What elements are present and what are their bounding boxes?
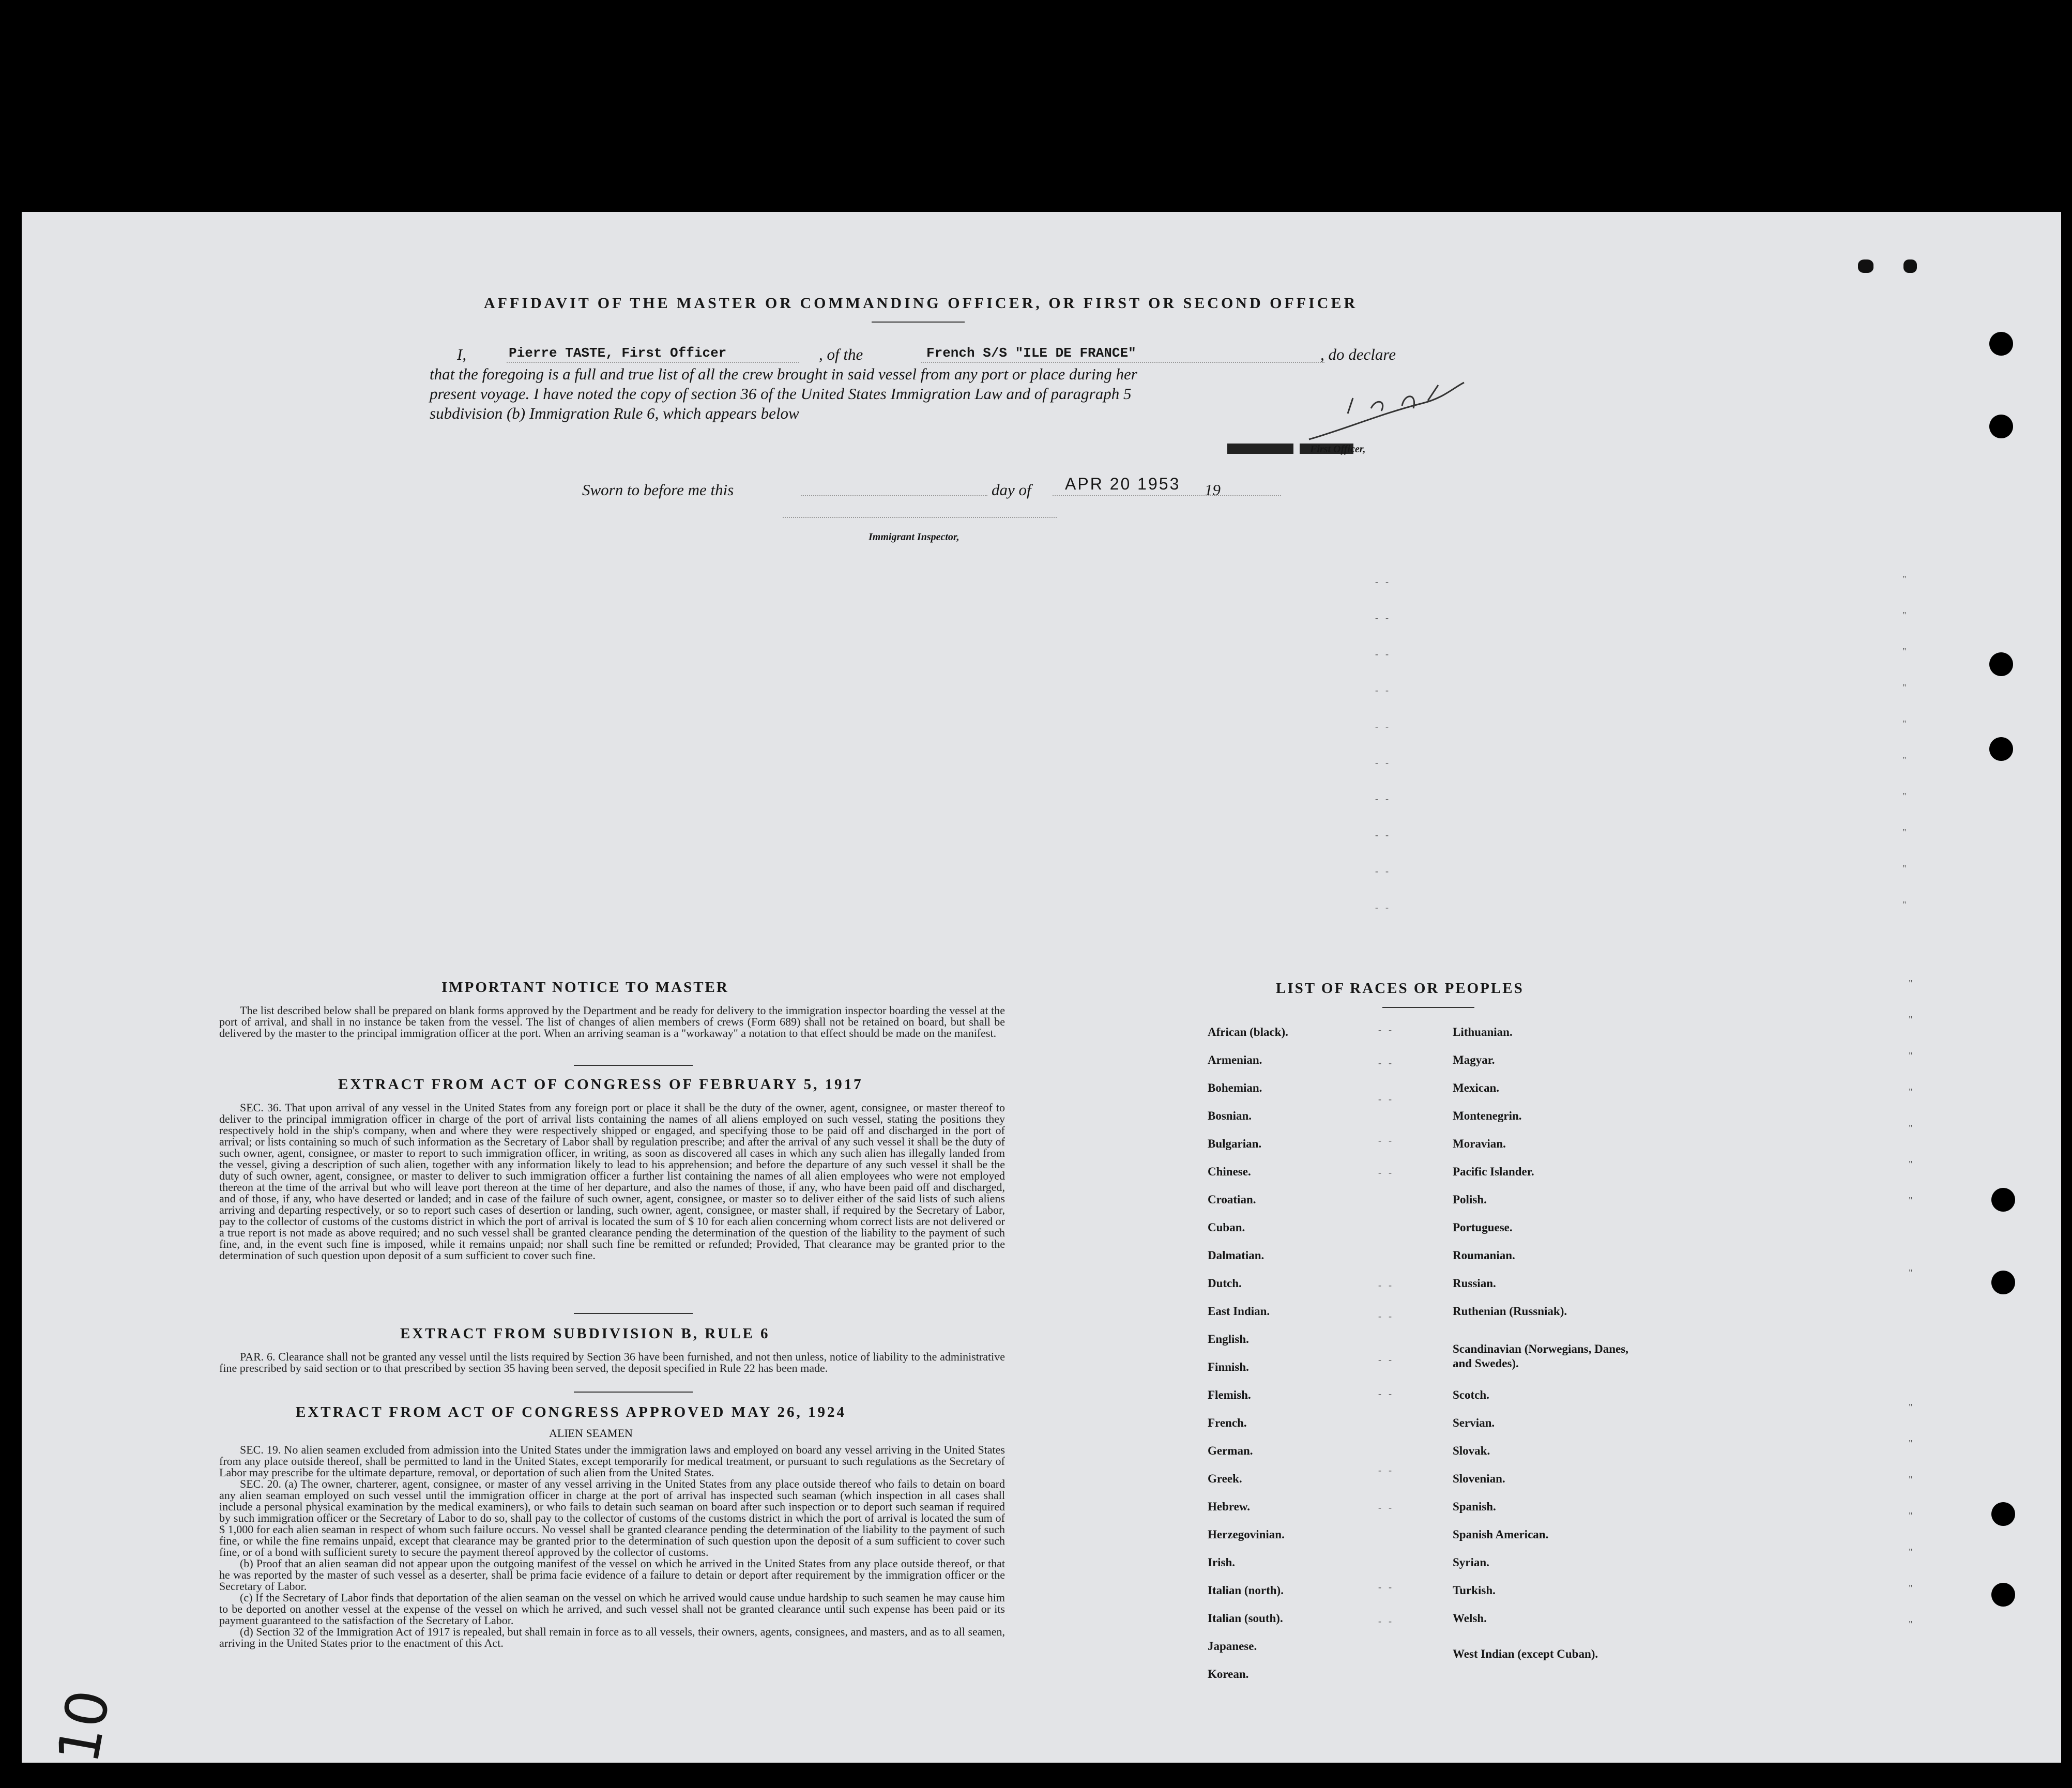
punch-hole [1989, 332, 2013, 356]
race-item: Greek. [1208, 1472, 1242, 1485]
day-of-label: day of [992, 481, 1031, 499]
affidavit-line-3: present voyage. I have noted the copy of section 36 of the United States Immigration Law and of paragraph 5 [430, 385, 1132, 403]
dash-mark: -- [1378, 1388, 1399, 1399]
tick-mark: " [1909, 1402, 1913, 1412]
race-item: Montenegrin. [1453, 1109, 1522, 1122]
race-item: Welsh. [1453, 1612, 1487, 1625]
punch-hole [1991, 1583, 2015, 1607]
race-item: Scandinavian (Norwegians, Danes, and Swedes). [1453, 1342, 1628, 1370]
tick-mark: " [1909, 1547, 1913, 1557]
name-line [507, 362, 799, 363]
extract-1917-body: SEC. 36. That upon arrival of any vessel in the United States from any foreign port or place it shall be the duty of the owner, agent, consignee, or master thereof to deliver to the principal immigration officer in charge of the port of arrival lists containing the names of all aliens employed on such vessel, stating the positions they respectively hold in the ship's company, when and where they were respectively shipped or engaged, and specifying those to be paid off and discharged in the port of arrival; or lists containing so much of such information as the Secretary of Labor shall by regulation prescribe; and after the arrival of any such vessel it shall be the duty of such owner, agent, consignee, or master to report to such immigration officer, in writing, as soon as discovered all cases in which any such alien has illegally landed from the vessel, giving a description of such alien, together with any information likely to lead to his apprehension; and before the departure of any such vessel it shall be the duty of such owner, agent, consignee, or master to deliver to such immigration officer a further list containing the names of all alien employees who were not employed thereon at the time of the arrival but who will leave port thereon at the time of her departure, and also the names of those, if any, who have been paid off and discharged, and of those, if any, who have deserted or landed; and in case of the failure of such owner, agent, consignee, or master so to deliver either of the said lists of such aliens arriving and departing respectively, or so to report such cases of desertion or landing, such owner, agent, consignee, or master shall, if required by the Secretary of Labor, pay to the collector of customs of the customs district in which the port of arrival is located the sum of $ 10 for each alien concerning whom correct lists are not delivered or a true report is not made as above required; and no such vessel shall be granted clearance pending the determination of the question of the liability to the payment of such fine, and, in the event such fine is imposed, while it remains unpaid; nor shall such fine be remitted or refunded; Provided, That clearance may be granted prior to the determination of such question upon deposit of a sum sufficient to cover such fine. [219, 1101, 1005, 1262]
tick-mark: " [1902, 791, 1907, 801]
document-sheet [22, 212, 2061, 1768]
inspector-label: Immigrant Inspector, [869, 531, 959, 543]
dash-mark: -- [1375, 649, 1396, 659]
race-item: Armenian. [1208, 1053, 1262, 1066]
section-rule [574, 1065, 693, 1066]
affidavit-title: AFFIDAVIT OF THE MASTER OR COMMANDING OFFICER, OR FIRST OR SECOND OFFICER [484, 295, 1358, 312]
tick-mark: " [1909, 1050, 1913, 1061]
race-item: Ruthenian (Russniak). [1453, 1305, 1567, 1318]
race-item: Chinese. [1208, 1165, 1251, 1178]
affidavit-do-declare: , do declare [1320, 345, 1396, 363]
section-rule [574, 1313, 693, 1314]
dash-mark: -- [1378, 1167, 1399, 1178]
race-item: West Indian (except Cuban). [1453, 1647, 1598, 1660]
race-item: Korean. [1208, 1668, 1249, 1680]
race-item: Flemish. [1208, 1388, 1251, 1401]
race-item: Pacific Islander. [1453, 1165, 1534, 1178]
affidavit-i: I, [457, 345, 467, 363]
race-item: Syrian. [1453, 1556, 1489, 1569]
master-name-field: Pierre TASTE, First Officer [509, 345, 727, 361]
dash-mark: -- [1375, 576, 1396, 587]
race-item: Servian. [1453, 1416, 1495, 1429]
dash-mark: -- [1378, 1465, 1399, 1475]
dash-mark: -- [1378, 1502, 1399, 1512]
tick-mark: " [1902, 646, 1907, 656]
margin-number: 10 [44, 1685, 123, 1768]
dash-mark: -- [1375, 866, 1396, 876]
races-rule [1382, 1007, 1474, 1008]
punch-hole [1991, 1271, 2015, 1294]
race-item: Russian. [1453, 1277, 1496, 1290]
punch-hole [1989, 415, 2013, 438]
tick-mark: " [1909, 1087, 1913, 1097]
tick-mark: " [1902, 827, 1907, 837]
sec-20b-paragraph: (b) Proof that an alien seaman did not appear upon the outgoing manifest of the vessel on which he arrived in the United States from any place outside thereof, or that he was reported by the master of such vessel as a deserter, shall be prima facie evidence of a failure to detain or deport after requirement by the immigration officer or the Secretary of Labor. [219, 1557, 1005, 1593]
signature-scribble [1299, 377, 1495, 445]
race-item: Bosnian. [1208, 1109, 1252, 1122]
extract-1924-body [219, 1444, 1005, 1649]
race-item: Spanish. [1453, 1500, 1496, 1513]
race-item: Turkish. [1453, 1584, 1496, 1597]
tick-mark: " [1909, 1438, 1913, 1448]
race-item: Bulgarian. [1208, 1137, 1262, 1150]
ink-blot [1858, 259, 1873, 273]
punch-hole [1989, 737, 2013, 761]
dash-mark: -- [1375, 757, 1396, 768]
extract-1924-subtitle: ALIEN SEAMEN [549, 1427, 633, 1440]
year-19: 19 [1205, 481, 1221, 499]
race-item: Spanish American. [1453, 1528, 1549, 1541]
race-item: Mexican. [1453, 1081, 1500, 1094]
dash-mark: -- [1375, 685, 1396, 695]
tick-mark: " [1909, 1159, 1913, 1169]
races-title: LIST OF RACES OR PEOPLES [1276, 980, 1524, 997]
race-item: German. [1208, 1444, 1253, 1457]
dash-mark: -- [1378, 1058, 1399, 1068]
race-item: French. [1208, 1416, 1247, 1429]
race-item: Dutch. [1208, 1277, 1242, 1290]
dash-mark: -- [1378, 1094, 1399, 1104]
race-item: Magyar. [1453, 1053, 1495, 1066]
race-item: Italian (north). [1208, 1584, 1284, 1597]
date-line [1053, 495, 1223, 496]
extract-1917-title: EXTRACT FROM ACT OF CONGRESS OF FEBRUARY 5, 1917 [338, 1076, 863, 1093]
sec-19-paragraph: SEC. 19. No alien seamen excluded from admission into the United States under the immigration laws and employed on board any vessel arriving in the United States from any place outside thereof, shall be permitted to land in the United States, except temporarily for medical treatment, or pursuant to such regulations as the Secretary of Labor may prescribe for the ultimate departure, removal, or deportation of such alien from the United States. [219, 1443, 1005, 1479]
race-item: Italian (south). [1208, 1612, 1283, 1625]
punch-hole [1991, 1188, 2015, 1212]
subdivision-title: EXTRACT FROM SUBDIVISION B, RULE 6 [400, 1325, 770, 1342]
dash-mark: -- [1375, 830, 1396, 840]
tick-mark: " [1909, 1267, 1913, 1278]
race-item: Polish. [1453, 1193, 1487, 1206]
notice-title: IMPORTANT NOTICE TO MASTER [441, 979, 729, 996]
ink-blot [1903, 259, 1917, 273]
dash-mark: -- [1375, 613, 1396, 623]
vessel-name-field: French S/S "ILE DE FRANCE" [926, 345, 1136, 361]
sworn-label: Sworn to before me this [582, 481, 734, 499]
dash-mark: -- [1375, 902, 1396, 912]
section-rule [574, 1392, 693, 1393]
affidavit-line-2: that the foregoing is a full and true list of all the crew brought in said vessel from any port or place during her [430, 365, 1137, 383]
punch-hole [1991, 1502, 2015, 1526]
tick-mark: " [1902, 610, 1907, 620]
dash-mark: -- [1378, 1311, 1399, 1321]
affidavit-line-4: subdivision (b) Immigration Rule 6, which appears below [430, 404, 799, 422]
struck-out-text [1227, 444, 1293, 454]
dash-mark: -- [1378, 1135, 1399, 1145]
year-line [1224, 495, 1281, 496]
race-item: Bohemian. [1208, 1081, 1262, 1094]
tick-mark: " [1902, 719, 1907, 729]
sec-20c-paragraph: (c) If the Secretary of Labor finds that deportation of the alien seaman on the vessel on which he arrived would cause undue hardship to such seamen he may cause him to be deported on another vessel at the expense of the vessel on which he arrived, and such vessel shall not be granted clearance until such expense has been paid or its payment guaranteed to the satisfaction of the Secretary of Labor. [219, 1591, 1005, 1627]
subdivision-body: PAR. 6. Clearance shall not be granted any vessel until the lists required by Section 36 have been furnished, and not then unless, notice of liability to the administrative fine prescribed by said section or to that prescribed by section 35 having been served, the deposit specified in Rule 22 has been made. [219, 1350, 1005, 1374]
race-item: African (black). [1208, 1026, 1288, 1038]
race-item: Irish. [1208, 1556, 1236, 1569]
affidavit-of-the: , of the [819, 345, 863, 363]
tick-mark: " [1902, 574, 1907, 584]
race-item: Slovenian. [1453, 1472, 1505, 1485]
race-item: Hebrew. [1208, 1500, 1250, 1513]
race-item: Roumanian. [1453, 1249, 1515, 1262]
race-item: Lithuanian. [1453, 1026, 1513, 1038]
tick-mark: " [1909, 1583, 1913, 1593]
dash-mark: -- [1378, 1025, 1399, 1035]
officer-suffix: First Officer, [1310, 444, 1366, 455]
sec-20d-paragraph: (d) Section 32 of the Immigration Act of 1917 is repealed, but shall remain in force as to all vessels, their owners, agents, consignees, and masters, and as to all seamen, arriving in the United States prior to the enactment of this Act. [219, 1625, 1005, 1649]
extract-1924-title: EXTRACT FROM ACT OF CONGRESS APPROVED MAY 26, 1924 [296, 1404, 846, 1420]
inspector-line [783, 517, 1057, 518]
dash-mark: -- [1378, 1582, 1399, 1592]
race-item: Japanese. [1208, 1640, 1257, 1653]
title-rule [872, 322, 965, 323]
race-item: Moravian. [1453, 1137, 1506, 1150]
race-item: Herzegovinian. [1208, 1528, 1285, 1541]
race-item: Portuguese. [1453, 1221, 1513, 1234]
dash-mark: -- [1378, 1616, 1399, 1626]
race-item: English. [1208, 1333, 1249, 1346]
date-stamp: APR 20 1953 [1065, 475, 1181, 493]
tick-mark: " [1902, 755, 1907, 765]
vessel-line [921, 362, 1324, 363]
race-item: Croatian. [1208, 1193, 1256, 1206]
dash-mark: -- [1378, 1354, 1399, 1365]
sworn-day-line [801, 495, 987, 496]
race-item: Scotch. [1453, 1388, 1489, 1401]
sec-20a-paragraph: SEC. 20. (a) The owner, charterer, agent, consignee, or master of any vessel arriving in the United States from any place outside thereof who fails to detain on board any alien seaman employed on such vessel until the immigration officer in charge at the port of arrival has inspected such seaman (which inspection in all cases shall include a personal physical examination by the medical examiners), or who fails to detain such seaman on board after such inspection or to deport such seaman if required by such immigration officer or the Secretary of Labor to do so, shall pay to the collector of customs of the customs district in which the port of arrival is located the sum of $ 1,000 for each alien seaman in respect of whom such failure occurs. No vessel shall be granted clearance pending the determination of the liability to the payment of such fine, or while the fine remains unpaid, except that clearance may be granted prior to the determination of such question upon the deposit of a sum sufficient to cover such fine, or of a bond with sufficient surety to secure the payment thereof approved by the collector of customs. [219, 1477, 1005, 1558]
race-item: Slovak. [1453, 1444, 1490, 1457]
notice-body: The list described below shall be prepared on blank forms approved by the Department and be ready for delivery to the immigration inspector boarding the vessel at the port of arrival, and shall in no instance be taken from the vessel. The list of changes of alien members of crews (Form 689) shall not be retained on board, but shall be delivered by the master to the principal immigration officer at the port. When an arriving seaman is a "workaway" a notation to that effect should be made on the manifest. [219, 1004, 1005, 1040]
tick-mark: " [1909, 1474, 1913, 1485]
tick-mark: " [1909, 1014, 1913, 1025]
tick-mark: " [1902, 682, 1907, 693]
tick-mark: " [1909, 1123, 1913, 1133]
race-item: East Indian. [1208, 1305, 1270, 1318]
tick-mark: " [1909, 1510, 1913, 1521]
tick-mark: " [1909, 1195, 1913, 1205]
dash-mark: -- [1375, 793, 1396, 804]
punch-hole [1989, 652, 2013, 676]
tick-mark: " [1909, 1619, 1913, 1629]
tick-mark: " [1902, 899, 1907, 910]
dash-mark: -- [1378, 1280, 1399, 1290]
race-item: Cuban. [1208, 1221, 1245, 1234]
race-item: Finnish. [1208, 1361, 1249, 1373]
tick-mark: " [1909, 978, 1913, 988]
dash-mark: -- [1375, 721, 1396, 731]
tick-mark: " [1902, 863, 1907, 874]
race-item: Dalmatian. [1208, 1249, 1264, 1262]
